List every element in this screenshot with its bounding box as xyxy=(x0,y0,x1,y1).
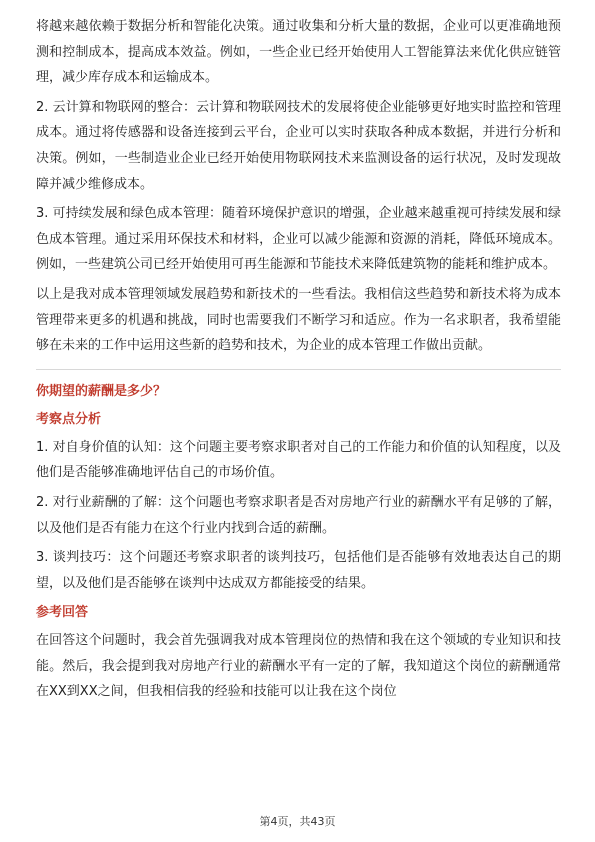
question-title: 你期望的薪酬是多少？ xyxy=(36,383,167,399)
answer-paragraph: 在回答这个问题时，我会首先强调我对成本管理岗位的热情和我在这个领域的专业知识和技能。然后，我会提到我对房地产行业的薪酬水平有一定的了解，我知道这个岗位的薪酬通常在XX到XX之间，但我相信我的经验和技能可以让我在这个岗位 xyxy=(36,633,561,700)
section-divider xyxy=(36,369,561,370)
body-paragraph: 3. 可持续发展和绿色成本管理：随着环境保护意识的增强，企业越来越重视可持续发展和绿色成本管理。通过采用环保技术和材料，企业可以减少能源和资源的消耗，降低环境成本。例如，一些建筑公司已经开始使用可再生能源和节能技术来降低建筑物的能耗和维护成本。 xyxy=(36,206,561,273)
analysis-item: 3. 谈判技巧：这个问题还考察求职者的谈判技巧，包括他们是否能够有效地表达自己的期望，以及他们是否能够在谈判中达成双方都能接受的结果。 xyxy=(36,550,561,591)
analysis-heading: 考察点分析 xyxy=(36,411,102,427)
page-content xyxy=(36,14,561,709)
analysis-item: 2. 对行业薪酬的了解：这个问题也考察求职者是否对房地产行业的薪酬水平有足够的了解，以及他们是否有能力在这个行业内找到合适的薪酬。 xyxy=(36,494,561,536)
analysis-item: 1. 对自身价值的认知：这个问题主要考察求职者对自己的工作能力和价值的认知程度，以及他们是否能够准确地评估自己的市场价值。 xyxy=(36,439,561,481)
answer-heading: 参考回答 xyxy=(36,605,89,621)
body-paragraph: 以上是我对成本管理领域发展趋势和新技术的一些看法。我相信这些趋势和新技术将为成本管理带来更多的机遇和挑战，同时也需要我们不断学习和适应。作为一名求职者，我希望能够在未来的工作中运用这些新的趋势和技术，为企业的成本管理工作做出贡献。 xyxy=(36,286,561,354)
body-paragraph: 2. 云计算和物联网的整合：云计算和物联网技术的发展将使企业能够更好地实时监控和管理成本。通过将传感器和设备连接到云平台，企业可以实时获取各种成本数据，并进行分析和决策。例如，一些制造业企业已经开始使用物联网技术来监测设备的运行状况，及时发现故障并减少维修成本。 xyxy=(36,99,561,192)
page-number-footer: 第4页，共43页 xyxy=(259,815,336,828)
body-paragraph: 将越来越依赖于数据分析和智能化决策。通过收集和分析大量的数据，企业可以更准确地预测和控制成本，提高成本效益。例如，一些企业已经开始使用人工智能算法来优化供应链管理，减少库存成本和运输成本。 xyxy=(36,19,561,86)
